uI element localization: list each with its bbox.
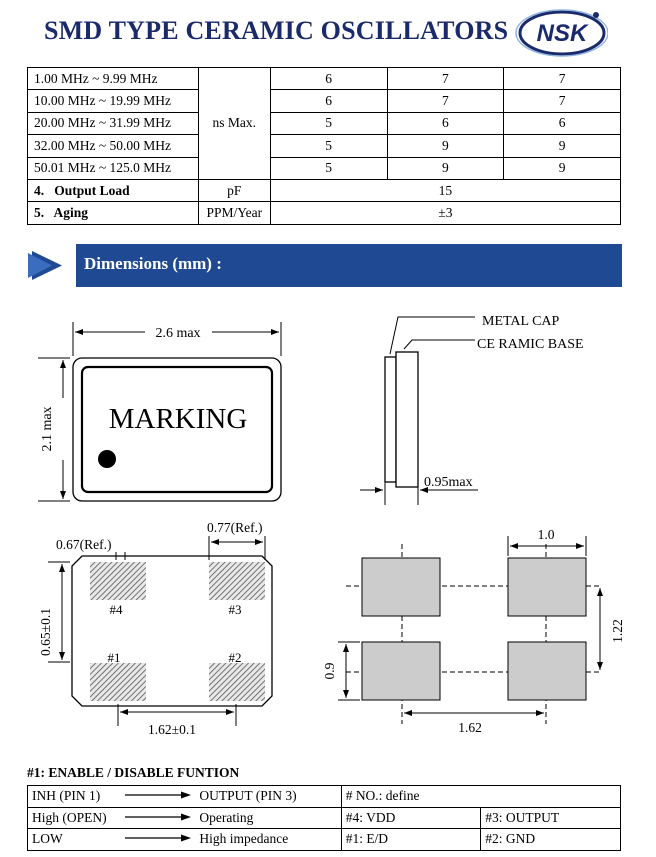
arrow-cell — [119, 829, 195, 851]
freq-range: 50.01 MHz ~ 125.0 MHz — [28, 157, 199, 179]
func-output: High impedance — [195, 829, 341, 851]
table-row — [28, 135, 621, 157]
value-cell: 5 — [270, 135, 387, 157]
pad-4 — [90, 562, 146, 600]
aging-value: ±3 — [270, 202, 620, 224]
table-row — [28, 112, 621, 134]
table-row — [28, 157, 621, 179]
pin-assignment: #3: OUTPUT — [481, 807, 621, 829]
land-pad — [508, 642, 586, 700]
pad-ref-2-label: 0.77(Ref.) — [207, 520, 263, 535]
table-row — [28, 68, 621, 90]
land-pitch-v-label: 1.22 — [610, 619, 625, 643]
top-width-label: 2.6 max — [155, 326, 201, 341]
pin3-label: #3 — [228, 602, 242, 617]
right-arrow-icon — [123, 833, 193, 843]
pin-assignment: #1: E/D — [341, 829, 481, 851]
value-cell: 7 — [504, 90, 621, 112]
dimensions-banner — [76, 244, 622, 287]
pin-define: # NO.: define — [341, 786, 620, 808]
pad-pitch-label: 1.62±0.1 — [148, 722, 196, 737]
value-cell: 6 — [387, 112, 504, 134]
freq-range: 1.00 MHz ~ 9.99 MHz — [28, 68, 199, 90]
function-table — [27, 785, 621, 851]
table-row — [28, 202, 621, 224]
thickness-label: 0.95max — [424, 475, 473, 490]
pin1-dot-icon — [98, 450, 116, 468]
value-cell: 9 — [387, 157, 504, 179]
unit-ns: ns Max. — [198, 68, 270, 180]
pad-height-label: 0.65±0.1 — [38, 608, 53, 656]
bottom-view — [38, 520, 272, 737]
freq-range: 32.00 MHz ~ 50.00 MHz — [28, 135, 199, 157]
arrow-cell — [119, 786, 195, 808]
land-pad — [362, 642, 440, 700]
land-pad — [508, 558, 586, 616]
output-load-label: 4. Output Load — [28, 179, 199, 201]
value-cell: 7 — [504, 68, 621, 90]
side-view — [360, 314, 584, 505]
pin2-label: #2 — [228, 650, 242, 665]
top-view — [38, 322, 281, 501]
aging-unit: PPM/Year — [198, 202, 270, 224]
func-input: LOW — [28, 829, 120, 851]
pin1-label: #1 — [107, 650, 121, 665]
land-width-label: 1.0 — [537, 527, 555, 542]
top-height-label: 2.1 max — [40, 406, 55, 452]
arrow-cell — [119, 807, 195, 829]
pad-1 — [90, 663, 146, 701]
right-arrow-icon — [123, 812, 193, 822]
ceramic-base-label: CE RAMIC BASE — [477, 337, 584, 352]
land-height-label: 0.9 — [322, 662, 337, 680]
freq-range: 10.00 MHz ~ 19.99 MHz — [28, 90, 199, 112]
table-row — [28, 829, 621, 851]
func-input: INH (PIN 1) — [28, 786, 120, 808]
right-arrow-icon — [123, 790, 193, 800]
pin4-label: #4 — [109, 602, 123, 617]
value-cell: 5 — [270, 112, 387, 134]
value-cell: 9 — [504, 135, 621, 157]
value-cell: 9 — [504, 157, 621, 179]
marking-label: MARKING — [108, 403, 248, 435]
nsk-logo — [512, 8, 608, 58]
function-title: #1: ENABLE / DISABLE FUNTION — [27, 765, 240, 780]
svg-text:NSK: NSK — [536, 20, 588, 47]
func-output: OUTPUT (PIN 3) — [195, 786, 341, 808]
land-pad — [362, 558, 440, 616]
value-cell: 6 — [504, 112, 621, 134]
output-load-unit: pF — [198, 179, 270, 201]
pad-3 — [209, 562, 265, 600]
pad-ref-1-label: 0.67(Ref.) — [56, 537, 112, 552]
pin-assignment: #2: GND — [481, 829, 621, 851]
land-pattern — [322, 527, 625, 735]
section-arrow-icon — [26, 244, 70, 287]
land-pitch-h-label: 1.62 — [458, 720, 482, 735]
pad-2 — [209, 663, 265, 701]
func-output: Operating — [195, 807, 341, 829]
aging-label: 5. Aging — [28, 202, 199, 224]
page-title: SMD TYPE CERAMIC OSCILLATORS — [44, 16, 509, 45]
value-cell: 5 — [270, 157, 387, 179]
pin-assignment: #4: VDD — [341, 807, 481, 829]
metal-cap-label: METAL CAP — [482, 314, 560, 329]
func-input: High (OPEN) — [28, 807, 120, 829]
dimension-drawing — [0, 300, 656, 750]
table-row — [28, 807, 621, 829]
value-cell: 7 — [387, 68, 504, 90]
table-row — [28, 786, 621, 808]
freq-range: 20.00 MHz ~ 31.99 MHz — [28, 112, 199, 134]
table-row — [28, 179, 621, 201]
output-load-value: 15 — [270, 179, 620, 201]
spec-table — [27, 67, 621, 225]
value-cell: 7 — [387, 90, 504, 112]
banner-title: Dimensions (mm) : — [84, 254, 222, 273]
value-cell: 6 — [270, 68, 387, 90]
table-row — [28, 90, 621, 112]
value-cell: 9 — [387, 135, 504, 157]
value-cell: 6 — [270, 90, 387, 112]
